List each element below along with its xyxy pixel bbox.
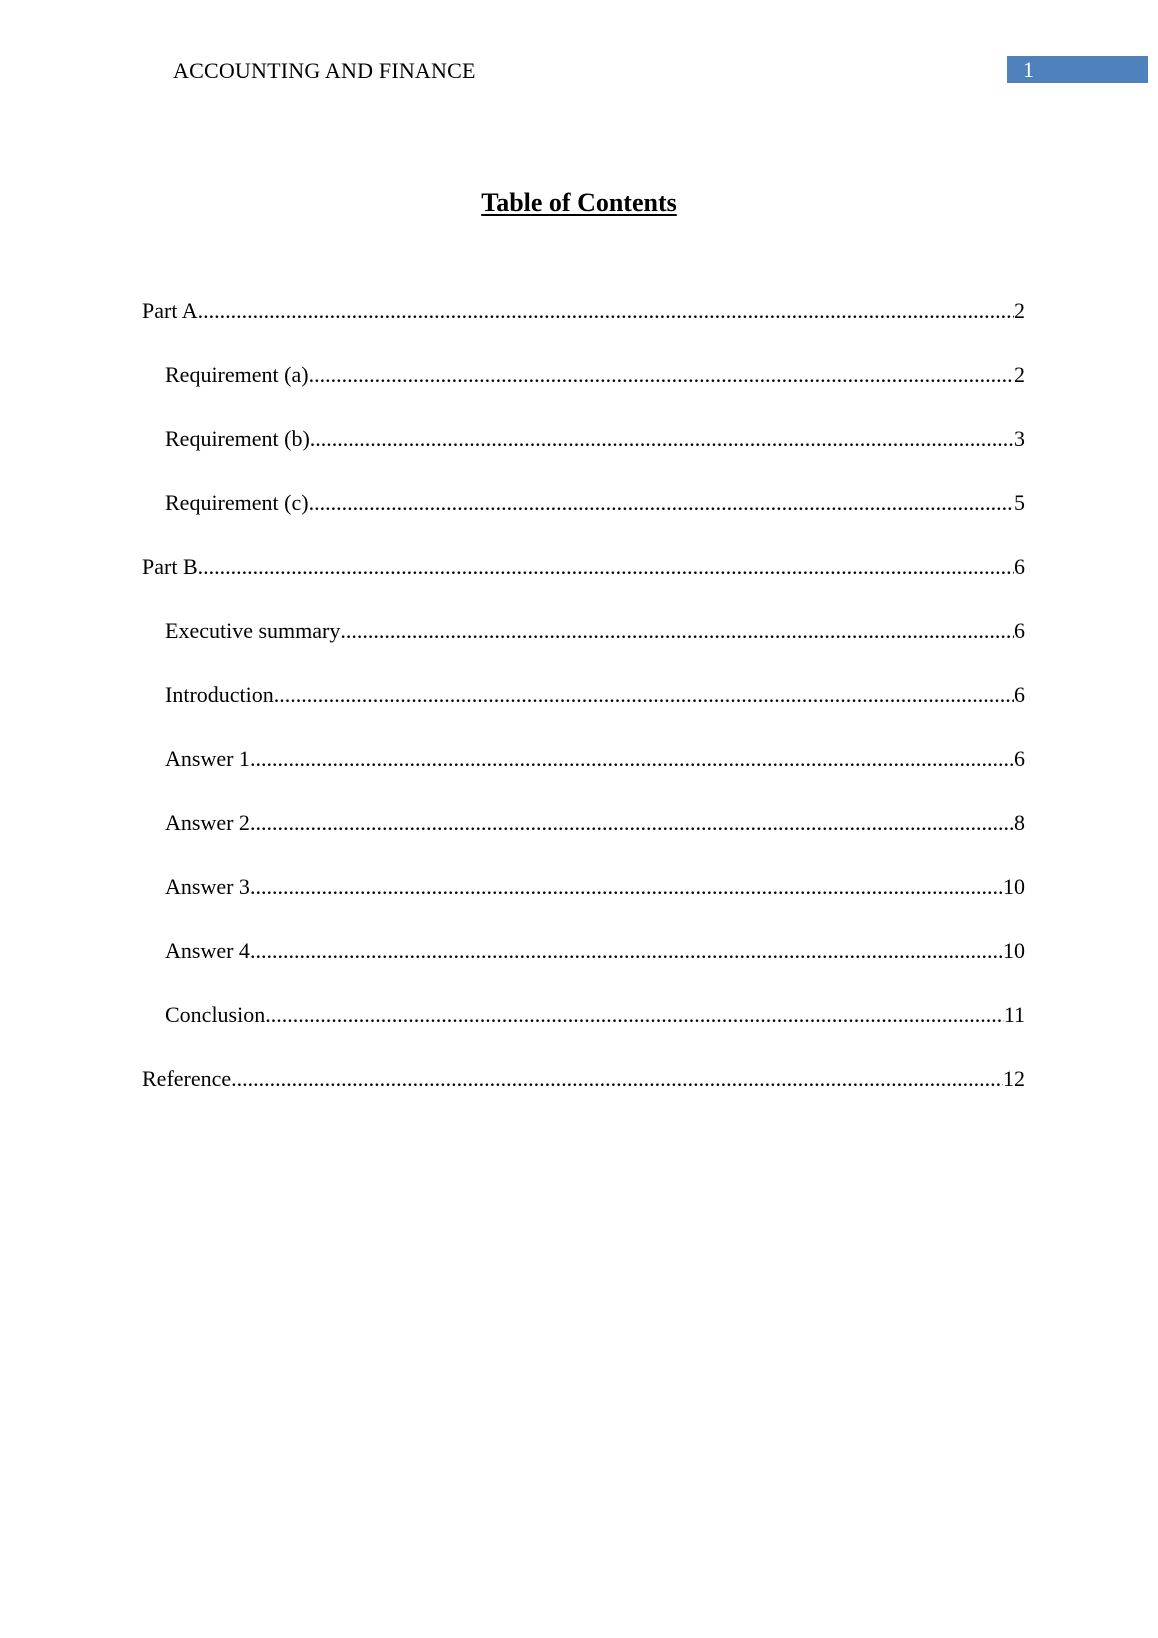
toc-entry-requirement-c[interactable] [142,489,1025,553]
toc-entry-page: 6 [1014,554,1025,579]
dot-leader [250,873,1003,901]
toc-entry-part-b[interactable] [142,553,1025,617]
running-header-title: ACCOUNTING AND FINANCE [173,58,476,83]
toc-entry-page: 3 [1014,426,1025,451]
dot-leader [274,681,1014,709]
toc-entry-answer-3[interactable] [142,873,1025,937]
toc-entry-label: Part A [142,298,198,323]
toc-entry-label: Requirement (a) [165,362,309,387]
toc-entry-requirement-b[interactable] [142,425,1025,489]
toc-entry-reference[interactable] [142,1065,1025,1129]
toc-entry-label: Requirement (b) [165,426,310,451]
toc-entry-page: 11 [1003,1002,1025,1027]
toc-entry-page: 10 [1003,874,1025,899]
toc-entry-page: 6 [1014,682,1025,707]
dot-leader [250,937,1003,965]
toc-entry-label: Answer 2 [165,810,250,835]
toc-entry-requirement-a[interactable] [142,361,1025,425]
dot-leader [231,1065,1003,1093]
dot-leader [250,745,1014,773]
dot-leader [265,1001,1004,1029]
toc-entry-label: Part B [142,554,198,579]
toc-entry-page: 6 [1014,618,1025,643]
toc-entry-label: Conclusion [165,1002,266,1027]
toc-entry-label: Requirement (c) [165,490,309,515]
toc-entry-page: 5 [1014,490,1025,515]
toc-entry-answer-4[interactable] [142,937,1025,1001]
toc-entry-introduction[interactable] [142,681,1025,745]
dot-leader [309,361,1014,389]
toc-entry-answer-1[interactable] [142,745,1025,809]
toc-entry-page: 6 [1014,746,1025,771]
toc-entry-page: 8 [1014,810,1025,835]
toc-entry-label: Introduction [165,682,274,707]
toc-entry-page: 10 [1003,938,1025,963]
toc-entry-label: Answer 4 [165,938,250,963]
toc-entry-label: Reference [142,1066,232,1091]
toc-entry-part-a[interactable] [142,297,1025,361]
toc-entry-label: Answer 1 [165,746,250,771]
toc-entry-executive-summary[interactable] [142,617,1025,681]
dot-leader [250,809,1014,837]
toc-entry-page: 2 [1014,362,1025,387]
table-of-contents [142,297,1025,1129]
dot-leader [198,297,1014,325]
toc-entry-label: Executive summary [165,618,341,643]
dot-leader [340,617,1014,645]
dot-leader [198,553,1014,581]
dot-leader [309,489,1014,517]
toc-entry-page: 12 [1003,1066,1025,1091]
dot-leader [310,425,1014,453]
toc-heading: Table of Contents [481,188,677,217]
toc-entry-page: 2 [1014,298,1025,323]
page-number-badge: 1 [1007,56,1148,83]
toc-entry-answer-2[interactable] [142,809,1025,873]
toc-entry-label: Answer 3 [165,874,250,899]
toc-entry-conclusion[interactable] [142,1001,1025,1065]
